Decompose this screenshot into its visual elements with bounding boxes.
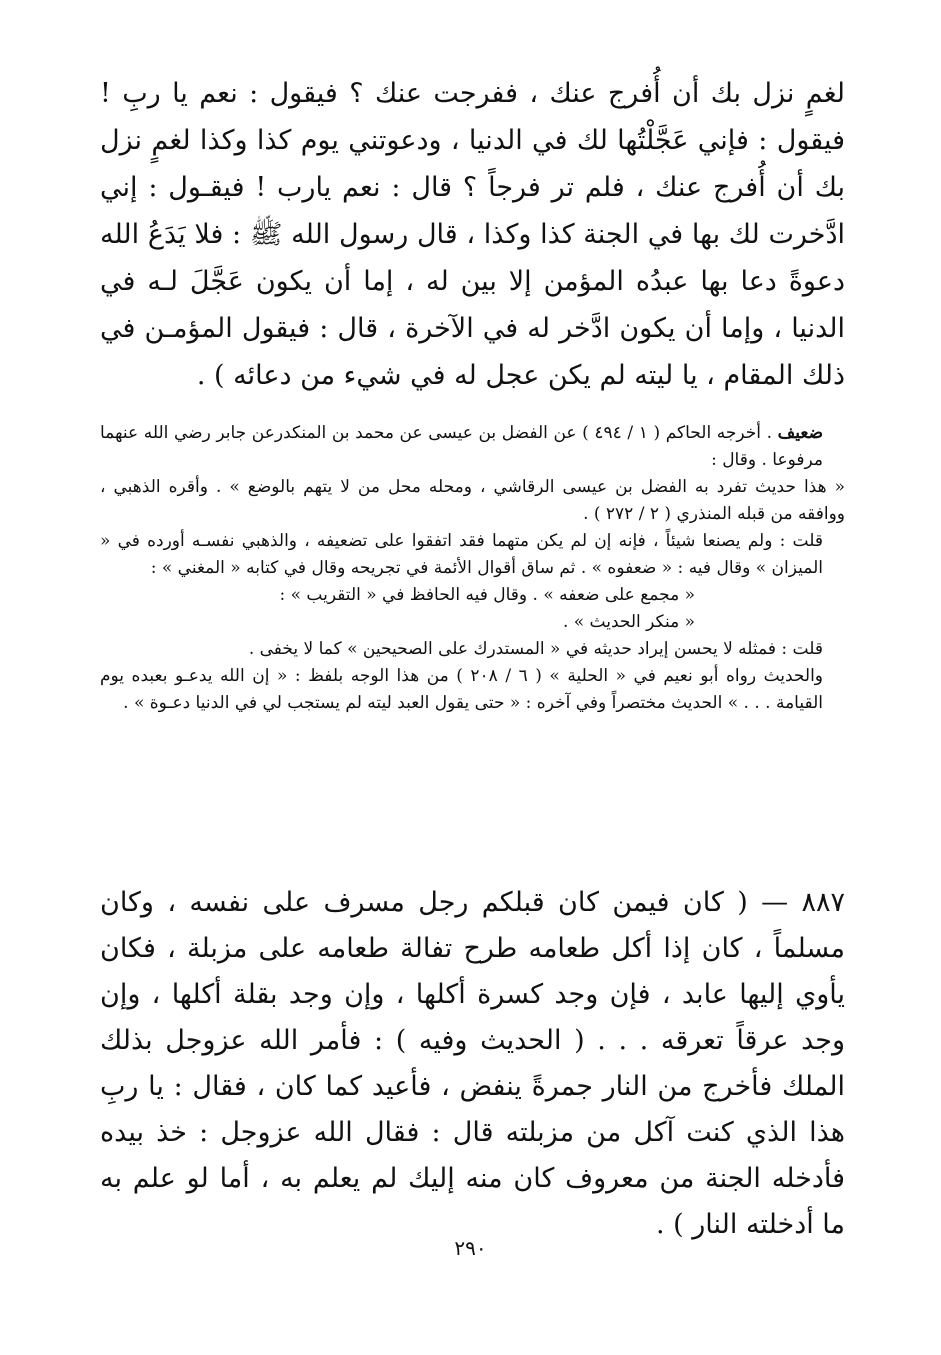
footnote-grading xyxy=(100,420,845,474)
footnote-mughni-quote: « مجمع على ضعفه » . وقال فيه الحافظ في « التقريب » : xyxy=(279,585,695,605)
footnote-hakim-quote: « هذا حديث تفرد به الفضل بن عيسى الرقاشي ، ومحله محل من لا يتهم بالوضع » . وأقره الذهبي ، ووافقه من قبله المنذري ( ٢ / ٢٧٢ ) . xyxy=(100,477,845,524)
main-text-hadith-887: ٨٨٧ — ( كان فيمن كان قبلكم رجل مسرف على نفسه ، وكان مسلماً ، كان إذا أكل طعامه طرح تفالة طعامه على مزبلة ، فكان يأوي إليها عابد ، فإن وجد كسرة أكلها ، وإن وجد بقلة أكلها ، وإن وجد عرقاً تعرقه . . . ( الحديث وفيه ) : فأمر الله عزوجل بذلك الملك فأخرج من النار جمرةً ينفض ، فأعيد كما كان ، فقال : يا ربِ هذا الذي كنت آكل من مزبلته قال : فقال الله عزوجل : خذ بيده فأدخله الجنة من معروف كان منه إليك لم يعلم به ، أما لو علم به ما أدخلته النار ) . xyxy=(100,887,845,1240)
footnote-comment-1: قلت : ولم يصنعا شيئاً ، فإنه إن لم يكن متهما فقد اتفقوا على تضعيفه ، والذهبي نفسـه أورده في « الميزان » وقال فيه : « ضعفوه » . ثم ساق أقوال الأئمة في تجريحه وقال في كتابه « المغني » : xyxy=(100,531,823,578)
footnotes-block xyxy=(100,420,845,717)
footnote-hilya-note: والحديث رواه أبو نعيم في « الحلية » ( ٦ / ٢٠٨ ) من هذا الوجه بلفظ : « إن الله يدعـو بعبده يوم القيامة . . . » الحديث مختصراً وفي آخره : « حتى يقول العبد ليته لم يستجب لي في الدنيا دعـوة » . xyxy=(100,666,824,713)
grading-text: . أخرجه الحاكم ( ١ / ٤٩٤ ) عن الفضل بن عيسى عن محمد بن المنكدرعن جابر رضي الله عنهما مرفوعا . وقال : xyxy=(100,423,823,470)
main-text-hadith-ending: لغمٍ نزل بك أن أُفرج عنك ، ففرجت عنك ؟ فيقول : نعم يا ربِ ! فيقول : فإني عَجَّلْتُها لك في الدنيا ، ودعوتني يوم كذا وكذا لغمٍ نزل بك أن أُفرج عنك ، فلم تر فرجاً ؟ قال : نعم يارب ! فيقـول : إني ادَّخرت لك بها في الجنة كذا وكذا ، قال رسول الله ﷺ : فلا يَدَعُ الله دعوةً دعا بها عبدُه المؤمن إلا بين له ، إما أن يكون عَجَّلَ لـه في الدنيا ، وإما أن يكون ادَّخر له في الآخرة ، قال : فيقول المؤمـن في ذلك المقام ، يا ليته لم يكن عجل له في شيء من دعائه ) . xyxy=(100,78,845,391)
footnote-taqrib-quote: « منكر الحديث » . xyxy=(562,612,695,632)
footnote-comment-2: قلت : فمثله لا يحسن إيراد حديثه في « المستدرك على الصحيحين » كما لا يخفى . xyxy=(248,639,823,659)
grading-label: ضعيف xyxy=(777,423,824,443)
page-number: ٢٩٠ xyxy=(454,1236,487,1260)
